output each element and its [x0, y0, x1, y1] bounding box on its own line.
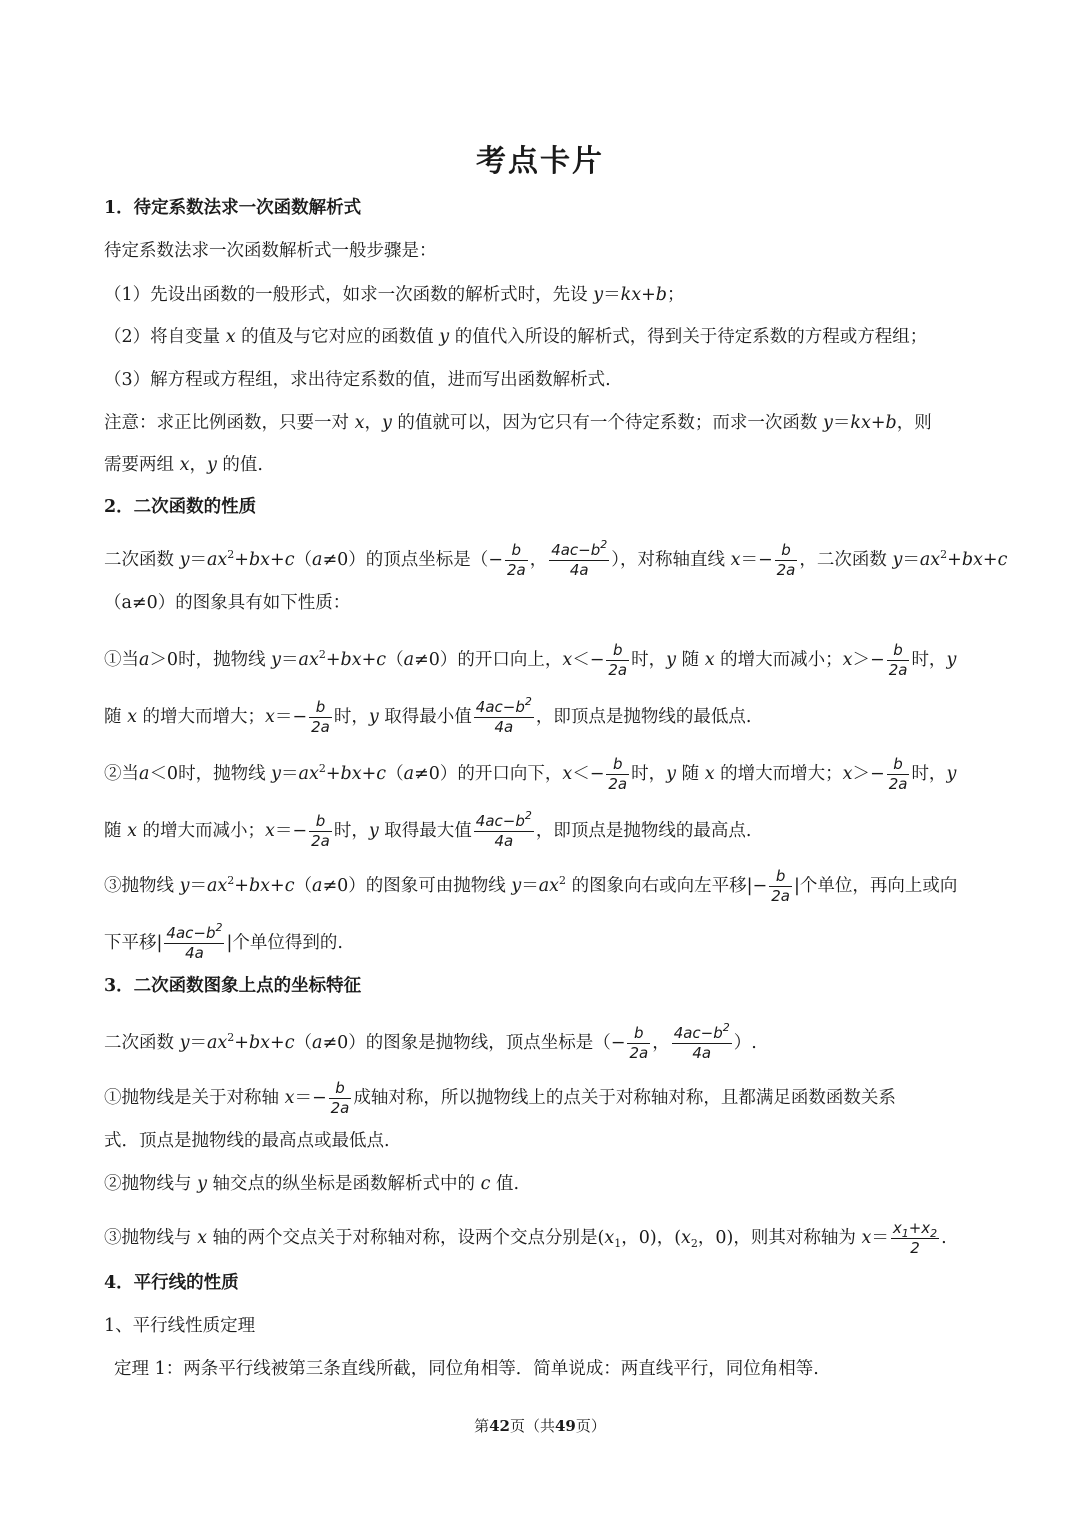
s1-note: 注意：求正比例函数，只要一对 x，y 的值就可以，因为它只有一个待定系数；而求一次函数 y＝kx+b，则	[104, 413, 932, 433]
s3-case-2: ②抛物线与 y 轴交点的纵坐标是函数解析式中的 c 值.	[104, 1174, 520, 1194]
s1-intro: 待定系数法求一次函数解析式一般步骤是：	[104, 241, 437, 261]
s1-note-2: 需要两组 x，y 的值.	[104, 455, 263, 475]
s1-step2: （2）将自变量 x 的值及与它对应的函数值 y 的值代入所设的解析式，得到关于待定系数的方程或方程组；	[104, 327, 928, 347]
s4-subheading: 1、平行线性质定理	[104, 1316, 256, 1336]
s4-theorem-1: 定理 1：两条平行线被第三条直线所截，同位角相等．简单说成：两直线平行，同位角相等.	[114, 1359, 819, 1379]
section-2-heading: 2．二次函数的性质	[104, 497, 257, 517]
s2-case-1b: 随 x 的增大而增大；x＝− $\frac{b}{2a}$ 时，y 取得最小值 $\frac{4ac-b^2}{4a}$ ，即顶点是抛物线的最低点.	[104, 695, 752, 736]
s2-intro-2: （a≠0）的图象具有如下性质：	[104, 593, 351, 613]
section-3-heading: 3．二次函数图象上点的坐标特征	[104, 976, 362, 996]
s3-case-3: ③抛物线与 x 轴的两个交点关于对称轴对称，设两个交点分别是($x_1$，0)，($x_2$，0)，则其对称轴为 x＝ $\frac{x_1+x_2}{2}$ .	[104, 1219, 947, 1257]
s1-step3: （3）解方程或方程组，求出待定系数的值，进而写出函数解析式.	[104, 370, 611, 390]
page-title: 考点卡片	[476, 144, 604, 179]
s3-intro: 二次函数 $y=ax^2+bx+c(a\ne 0)$的图象是抛物线，顶点坐标是（− $\frac{b}{2a}$ ， $\frac{4ac-b^2}{4a}$ ）.	[104, 1021, 757, 1062]
s2-vertex-line: 二次函数 $y=ax^2+bx+c(a\ne 0)$的顶点坐标是（− $\frac{b}{2a}$ ， $\frac{4ac-b^2}{4a}$ ），对称轴直线 x＝− $\frac{b}{2a}$ ，二次函数 $y=ax^2+bx+c$	[104, 538, 1008, 579]
section-1-heading: 1．待定系数法求一次函数解析式	[104, 198, 362, 218]
s3-case-1b: 式．顶点是抛物线的最高点或最低点.	[104, 1131, 390, 1151]
s2-case-1: ①当a＞0时，抛物线 $y=ax^2+bx+c(a\ne 0)$的开口向上，x＜− $\frac{b}{2a}$ 时，y 随 x 的增大而减小；x＞− $\frac{b}{2a}$ 时，y	[104, 641, 957, 679]
page-number: 42	[489, 1417, 510, 1435]
s2-case-3: ③抛物线 $y=ax^2+bx+c(a\ne 0)$的图象可由抛物线 $y=ax^2$ 的图象向右或向左平移|− $\frac{b}{2a}$ |个单位，再向上或向	[104, 867, 958, 905]
page-total: 49	[555, 1417, 576, 1435]
section-4-heading: 4．平行线的性质	[104, 1273, 239, 1293]
s2-case-2: ②当a＜0时，抛物线 $y=ax^2+bx+c(a\ne 0)$的开口向下，x＜− $\frac{b}{2a}$ 时，y 随 x 的增大而增大；x＞− $\frac{b}{2a}$ 时，y	[104, 755, 957, 793]
s2-case-2b: 随 x 的增大而减小；x＝− $\frac{b}{2a}$ 时，y 取得最大值 $\frac{4ac-b^2}{4a}$ ，即顶点是抛物线的最高点.	[104, 809, 752, 850]
page-footer: 第42页（共49页）	[474, 1417, 606, 1435]
s2-case-3b: 下平移| $\frac{4ac-b^2}{4a}$ |个单位得到的.	[104, 921, 343, 962]
s1-step1: （1）先设出函数的一般形式，如求一次函数的解析式时，先设 y＝kx+b；	[104, 285, 685, 305]
s3-case-1: ①抛物线是关于对称轴 x＝− $\frac{b}{2a}$ 成轴对称，所以抛物线上的点关于对称轴对称，且都满足函数函数关系	[104, 1079, 896, 1117]
